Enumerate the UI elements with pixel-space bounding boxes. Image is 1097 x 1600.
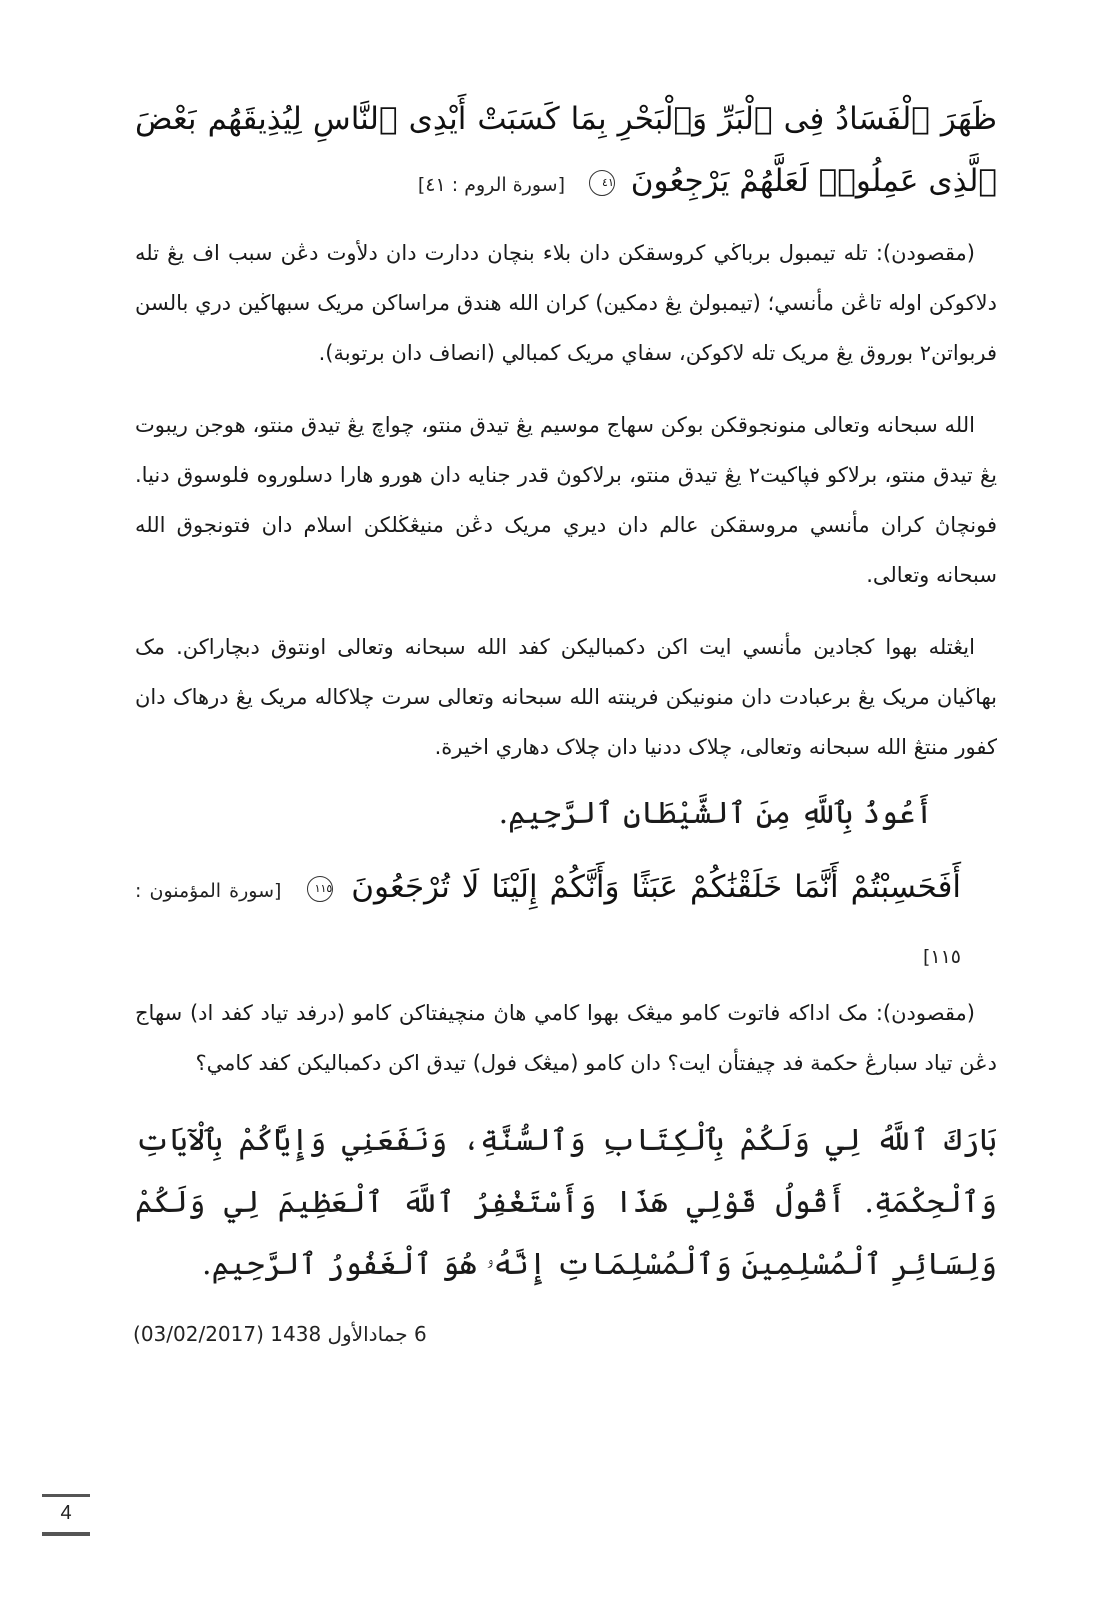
translation-paragraph-1: (مقصودن): تله تيمبول برباڬي کروسقکن دان بلاء بنچان ددارت دان دلأوت دڠن سبب اف يڠ تله دلاکوکن اوله تاڠن مأنسي؛ (تيمبولڽ يڠ دمکين) کران الله هندق مراساکن مريک سبهاڬين دري بالسن فربواتن٢ بوروق يڠ مريک تله لاکوکن، سفاي مريک کمبالي (انصاف دان برتوبة). [135, 241, 997, 365]
verse-reference: [سورة المؤمنون : ١١٥] [135, 880, 961, 968]
page-number-bottom-rule [42, 1532, 90, 1536]
quran-verse-al-muminun-115 [135, 856, 997, 988]
ayah-number-marker: ١١٥ [307, 876, 333, 902]
paragraph-2: الله سبحانه وتعالى منونجوقکن بوکن سهاج موسيم يڠ تيدق منتو، چواچ يڠ تيدق منتو، هوجن ريبوت يڠ تيدق منتو، برلاکو فپاکيت٢ يڠ تيدق منتو، برلاکوڽ قدر جنايه دان هورو هارا دسلوروه فلوسوق دنيا. فونچاڽ کران مأنسي مروسقکن عالم دان ديري مريک دڠن منيڠڬلکن اسلام دان فتونجوق الله سبحانه وتعالى. [135, 413, 997, 587]
paragraph-3: ايڠتله بهوا کجادين مأنسي ايت اکن دکمباليکن کفد الله سبحانه وتعالى اونتوق دبچاراکن. مک بهاڬيان مريک يڠ برعبادت دان منونيکن فرينته الله سبحانه وتعالى سرت چلاکاله مريک يڠ درهاک دان کفور منتڠ الله سبحانه وتعالى، چلاک ددنيا دان چلاک دهاري اخيرة. [135, 635, 997, 759]
verse-text: ظَهَرَ ٱلْفَسَادُ فِى ٱلْبَرِّ وَٱلْبَحْرِ بِمَا كَسَبَتْ أَيْدِى ٱلنَّاسِ لِيُذِيقَهُم بَعْضَ ٱلَّذِى عَمِلُوا۟ لَعَلَّهُمْ يَرْجِعُونَ [135, 101, 997, 199]
page-number: 4 [60, 1502, 72, 1524]
page-content [135, 88, 997, 1296]
verse-text: أَفَحَسِبْتُمْ أَنَّمَا خَلَقْنَٰكُمْ عَبَثًا وَأَنَّكُمْ إِلَيْنَا لَا تُرْجَعُونَ [351, 869, 962, 905]
page-number-top-rule [42, 1494, 90, 1497]
isti-adha: أَعُوذُ بِٱللَّهِ مِنَ ٱلشَّيْطَانِ ٱلرَّجِيمِ. [498, 796, 933, 831]
verse-reference: [سورة الروم : ٤١] [417, 174, 566, 196]
translation-paragraph-2: (مقصودن): مک اداکه فاتوت کامو ميڠک بهوا کامي هاڽ منچيفتاکن کامو (درفد تياد کفد اد) سهاج دڠن تياد سبارڠ حکمة فد چيفتأن ايت؟ دان کامو (ميڠک فول) تيدق اکن دکمباليکن کفد کامي؟ [135, 1001, 997, 1075]
ayah-number-marker: ٤١ [589, 170, 615, 196]
quran-verse-ar-rum-41 [135, 88, 997, 216]
date-line: 6 جمادالأول 1438 (03/02/2017) [133, 1322, 427, 1346]
closing-dua: بَارَكَ ٱللَّهُ لِي وَلَكُمْ بِٱلْكِتَابِ وَٱلسُّنَّةِ، وَنَفَعَنِي وَإِيَّاكُمْ بِٱلْآيَاتِ وَٱلْحِكْمَةِ. أَقُولُ قَوْلِي هَذَا وَأَسْتَغْفِرُ ٱللَّهَ ٱلْعَظِيمَ لِي وَلَكُمْ وَلِسَائِرِ ٱلْمُسْلِمِينَ وَٱلْمُسْلِمَاتِ إِنَّهُۥ هُوَ ٱلْغَفُورُ ٱلرَّحِيمِ. [135, 1123, 997, 1282]
